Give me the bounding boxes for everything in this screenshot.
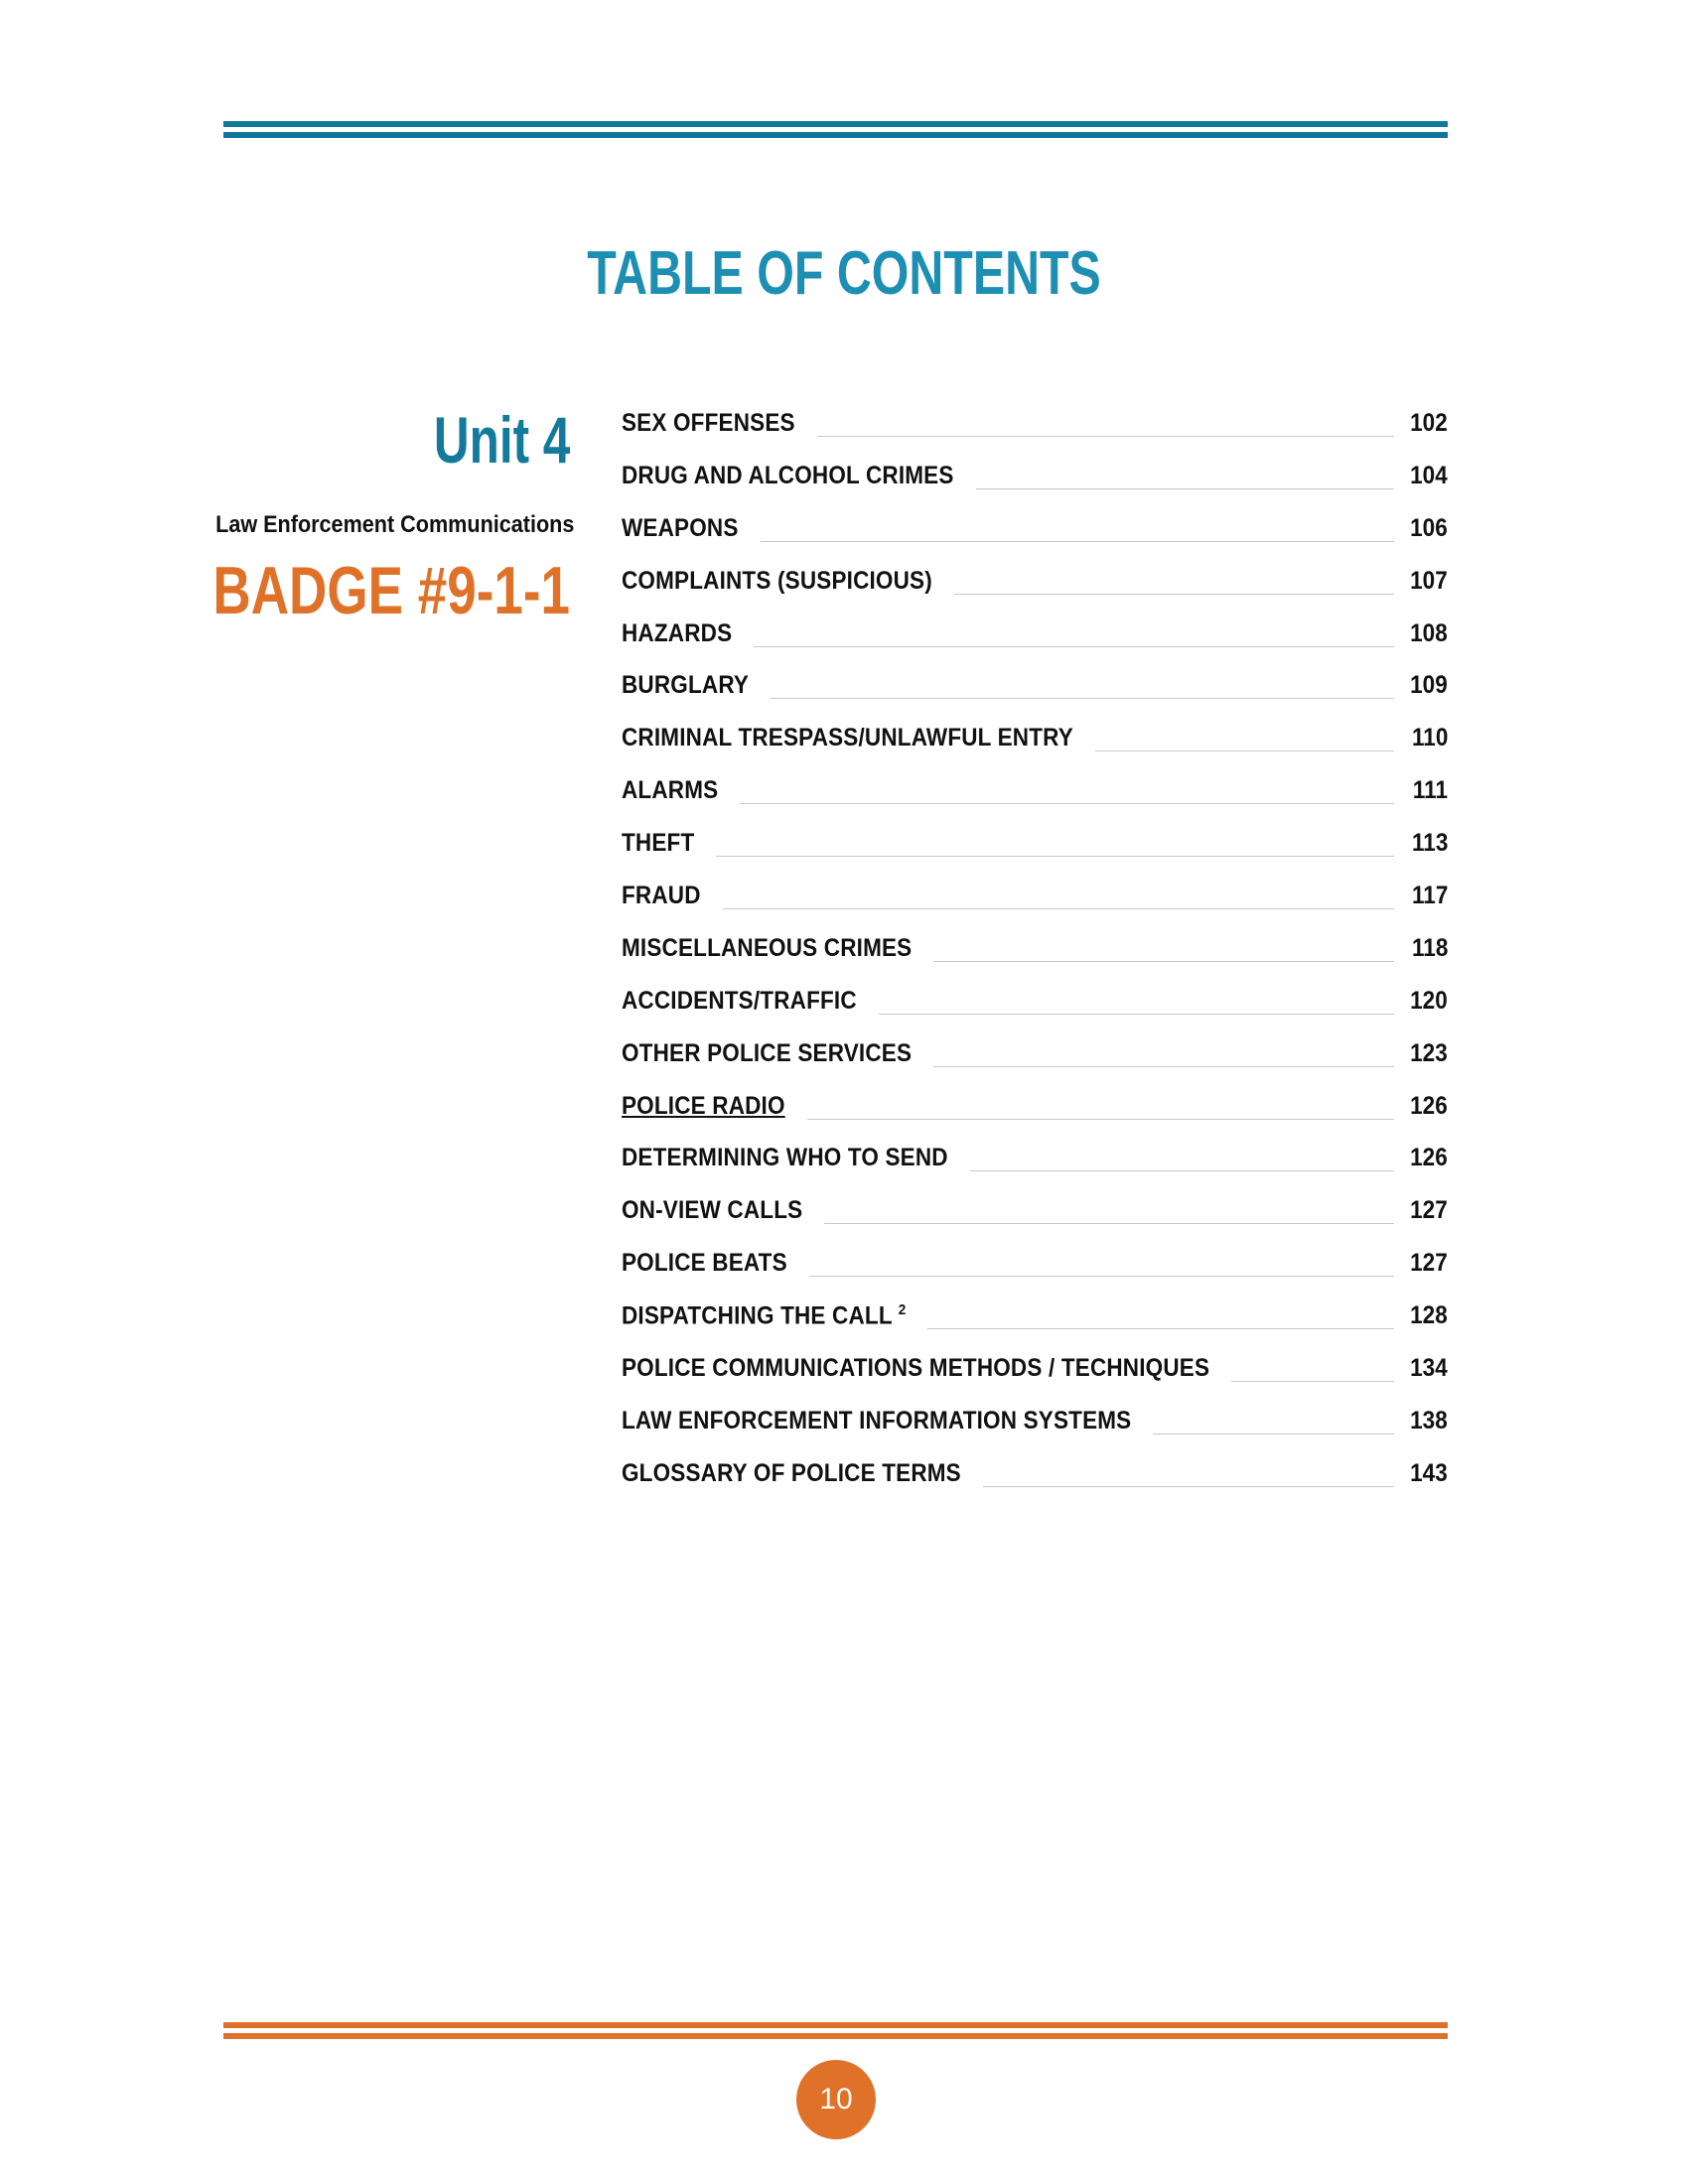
toc-leader-line <box>817 436 1394 437</box>
unit-subtitle: Law Enforcement Communications <box>214 511 574 538</box>
badge-heading: BADGE #9-1-1 <box>212 553 570 628</box>
toc-entry-label[interactable] <box>622 1407 1131 1435</box>
toc-entry-text: DETERMINING WHO TO SEND <box>622 1144 948 1172</box>
toc-page-number: 102 <box>1410 409 1448 437</box>
toc-entry[interactable] <box>622 987 1448 1039</box>
header-rule-bottom <box>223 132 1448 138</box>
toc-entry[interactable] <box>622 829 1448 882</box>
toc-entry[interactable] <box>622 1301 1448 1354</box>
toc-leader-line <box>933 961 1394 962</box>
page-number: 10 <box>796 2060 876 2139</box>
toc-entry-text: ON-VIEW CALLS <box>622 1196 803 1225</box>
toc-page-number: 104 <box>1410 461 1448 489</box>
toc-page-number: 127 <box>1410 1196 1448 1225</box>
toc-entry-label[interactable] <box>622 462 954 490</box>
toc-entry-label[interactable] <box>622 829 694 858</box>
toc-entry-text: THEFT <box>622 829 695 858</box>
toc-page-number: 123 <box>1410 1038 1448 1067</box>
toc-entry-text: BURGLARY <box>622 671 750 700</box>
toc-entry-label[interactable] <box>622 1039 912 1068</box>
toc-leader-line <box>983 1486 1394 1487</box>
toc-entry[interactable] <box>622 1144 1448 1196</box>
toc-page-number: 126 <box>1410 1091 1448 1120</box>
toc-entry-text: GLOSSARY OF POLICE TERMS <box>622 1458 961 1487</box>
toc-leader-line <box>1231 1381 1394 1382</box>
toc-entry-text: HAZARDS <box>622 618 733 647</box>
footer-rule-bottom <box>223 2033 1448 2039</box>
toc-page-number: 143 <box>1410 1458 1448 1487</box>
toc-leader-line <box>1153 1433 1394 1434</box>
toc-entry[interactable] <box>622 1459 1448 1512</box>
toc-leader-line <box>824 1223 1394 1224</box>
toc-leader-line <box>771 698 1394 699</box>
toc-entry-label[interactable] <box>622 776 718 805</box>
toc-entry[interactable] <box>622 1354 1448 1407</box>
toc-page-number: 127 <box>1410 1249 1448 1278</box>
toc-entry-label[interactable] <box>622 1196 802 1225</box>
toc-page-number: 117 <box>1411 882 1448 910</box>
toc-entry[interactable] <box>622 1249 1448 1301</box>
toc-leader-line <box>761 541 1394 542</box>
toc-entry-text: ALARMS <box>622 776 719 805</box>
toc-entry[interactable] <box>622 1407 1448 1459</box>
toc-page-number: 128 <box>1410 1301 1448 1330</box>
toc-page-number: 120 <box>1410 986 1448 1015</box>
toc-entry[interactable] <box>622 882 1448 934</box>
toc-entry-label[interactable] <box>622 1249 787 1278</box>
toc-entry[interactable] <box>622 724 1448 776</box>
toc-entry[interactable] <box>622 1092 1448 1145</box>
toc-list <box>622 409 1448 1512</box>
toc-page-number: 138 <box>1410 1406 1448 1434</box>
toc-entry-label[interactable] <box>622 724 1073 752</box>
toc-leader-line <box>954 594 1394 595</box>
toc-leader-line <box>976 488 1394 489</box>
toc-leader-line <box>879 1014 1394 1015</box>
toc-page-number: 126 <box>1410 1144 1448 1172</box>
toc-entry[interactable] <box>622 1196 1448 1249</box>
toc-entry-label[interactable] <box>622 1354 1209 1383</box>
toc-leader-line <box>723 908 1394 909</box>
toc-entry-text: POLICE BEATS <box>622 1249 787 1278</box>
toc-entry-label[interactable] <box>622 409 795 438</box>
toc-entry-label[interactable] <box>622 671 749 700</box>
footer-rule-top <box>223 2022 1448 2028</box>
toc-entry[interactable] <box>622 619 1448 672</box>
toc-leader-line <box>716 856 1394 857</box>
toc-entry-label[interactable] <box>622 1092 785 1121</box>
toc-entry-text: SEX OFFENSES <box>622 409 795 437</box>
toc-entry-label[interactable] <box>622 1144 948 1172</box>
toc-entry-text: WEAPONS <box>622 513 739 542</box>
toc-leader-line <box>809 1276 1394 1277</box>
toc-page-number: 111 <box>1412 776 1448 805</box>
footnote-marker[interactable]: 2 <box>898 1301 907 1319</box>
toc-page-number: 118 <box>1411 933 1448 962</box>
toc-page-number: 108 <box>1410 618 1448 647</box>
toc-entry[interactable] <box>622 462 1448 514</box>
toc-entry-text: FRAUD <box>622 882 701 910</box>
toc-entry-text: OTHER POLICE SERVICES <box>622 1038 913 1067</box>
toc-entry-label[interactable] <box>622 619 732 648</box>
toc-leader-line <box>970 1170 1394 1171</box>
toc-entry-label[interactable] <box>622 567 932 596</box>
toc-leader-line <box>933 1066 1394 1067</box>
toc-entry[interactable] <box>622 671 1448 724</box>
toc-page-number: 113 <box>1411 829 1448 858</box>
toc-entry-text: POLICE RADIO <box>622 1091 785 1120</box>
toc-entry[interactable] <box>622 776 1448 829</box>
toc-entry-label[interactable] <box>622 1301 906 1330</box>
header-rule-top <box>223 121 1448 127</box>
toc-entry-text: LAW ENFORCEMENT INFORMATION SYSTEMS <box>622 1406 1132 1434</box>
page-title: TABLE OF CONTENTS <box>587 239 1101 308</box>
toc-entry[interactable] <box>622 514 1448 567</box>
toc-entry-text: POLICE COMMUNICATIONS METHODS / TECHNIQUES <box>622 1354 1210 1383</box>
toc-entry-text: DISPATCHING THE CALL <box>622 1301 893 1330</box>
toc-entry-text: CRIMINAL TRESPASS/UNLAWFUL ENTRY <box>622 724 1073 752</box>
toc-entry[interactable] <box>622 934 1448 987</box>
unit-heading: Unit 4 <box>433 403 570 477</box>
toc-entry[interactable] <box>622 567 1448 619</box>
toc-leader-line <box>927 1328 1394 1329</box>
toc-page-number: 107 <box>1410 566 1448 595</box>
toc-entry-label[interactable] <box>622 882 701 910</box>
toc-leader-line <box>740 803 1394 804</box>
toc-entry-label[interactable] <box>622 987 857 1016</box>
toc-page-number: 106 <box>1410 513 1448 542</box>
toc-entry-text: DRUG AND ALCOHOL CRIMES <box>622 461 954 489</box>
toc-entry-label[interactable] <box>622 934 912 963</box>
toc-entry-text: COMPLAINTS (SUSPICIOUS) <box>622 566 932 595</box>
toc-entry[interactable] <box>622 1039 1448 1092</box>
toc-entry[interactable] <box>622 409 1448 462</box>
toc-entry-text: MISCELLANEOUS CRIMES <box>622 933 913 962</box>
toc-page-number: 109 <box>1410 671 1448 700</box>
toc-entry-text: ACCIDENTS/TRAFFIC <box>622 986 857 1015</box>
toc-entry-label[interactable] <box>622 514 739 543</box>
toc-leader-line <box>754 646 1394 647</box>
toc-page-number: 134 <box>1410 1354 1448 1383</box>
toc-leader-line <box>807 1119 1394 1120</box>
toc-entry-label[interactable] <box>622 1459 961 1488</box>
toc-page-number: 110 <box>1411 724 1448 752</box>
